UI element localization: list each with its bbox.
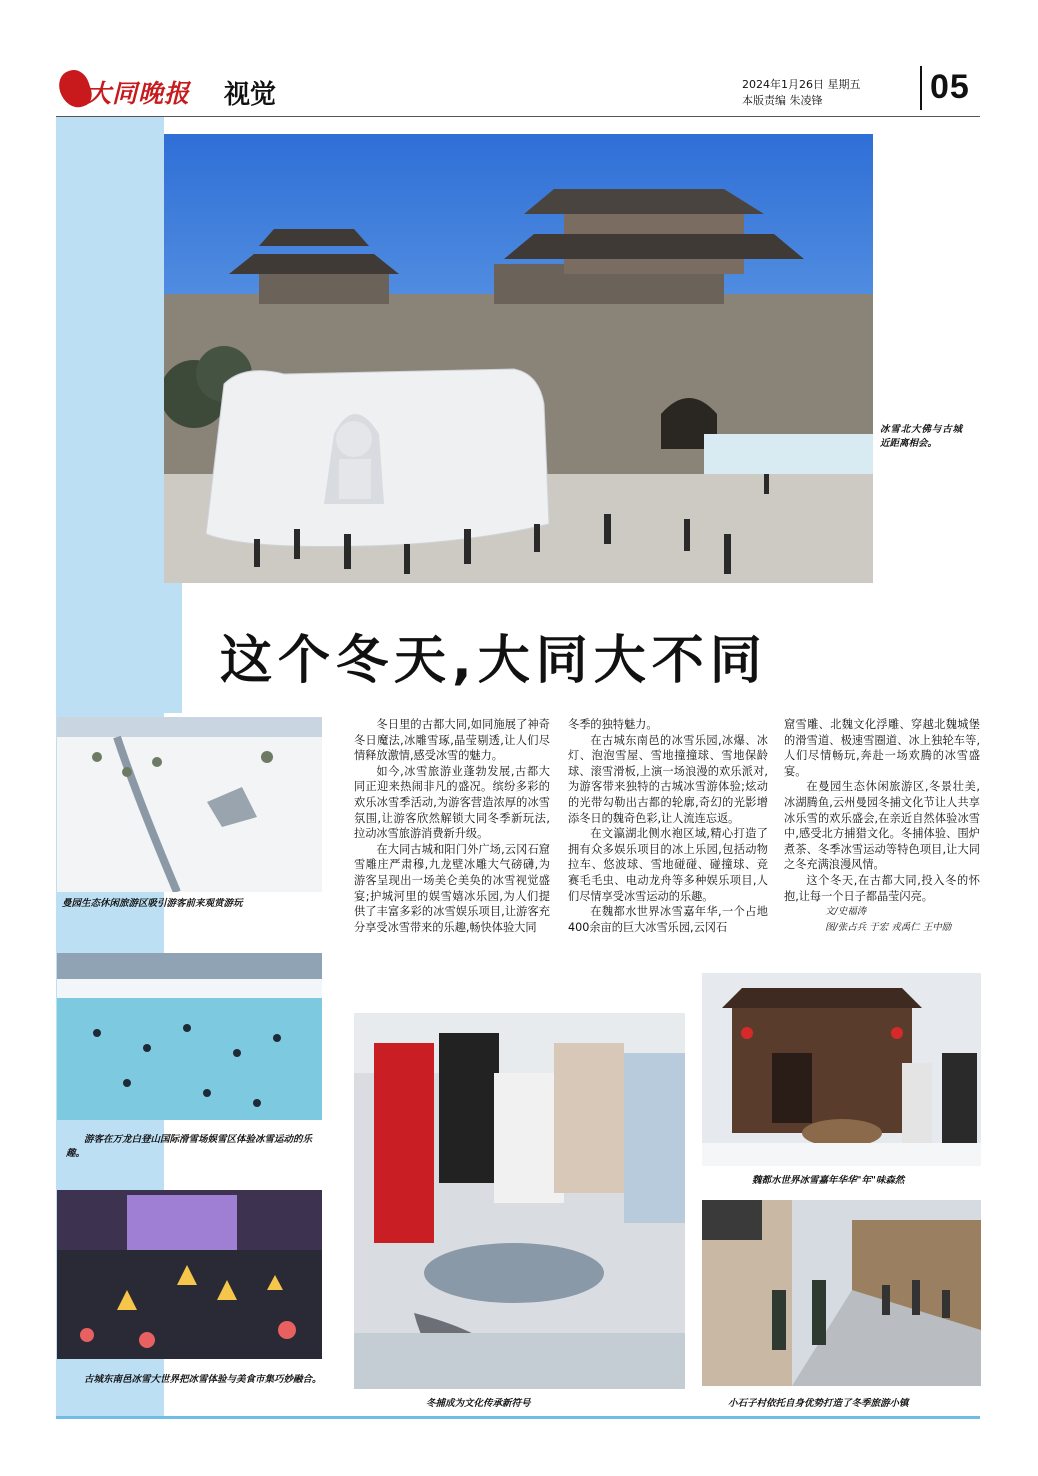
article-paragraph: 在魏都水世界冰雪嘉年华,一个占地400余亩的巨大冰雪乐园,云冈石 [568, 905, 768, 934]
photo-carnival-town [702, 973, 981, 1166]
header-divider [920, 66, 922, 110]
caption-snow-park: 曼园生态休闲旅游区吸引游客前来观赏游玩 [62, 898, 243, 909]
headline: 这个冬天,大同大不同 [220, 631, 768, 691]
article-paragraph: 在曼园生态休闲旅游区,冬景壮美,冰湖腾鱼,云州曼园冬捕文化节让人共享冰乐雪的欢乐盛会,在亲近自然体验冰雪中,感受北方捕猎文化。冬捕体验、围炉煮茶、冬季冰雪运动等特色项目,让大同之冬充满浪漫风情。 [784, 780, 980, 872]
photo-snow-park [57, 717, 322, 892]
photo-night-ice-world [57, 1190, 322, 1359]
bottom-rule [56, 1416, 980, 1419]
caption-ice-rink: 游客在万龙白登山国际滑雪场娱雪区体验冰雪运动的乐趣。 [66, 1134, 313, 1159]
photo-winter-fishing [354, 1013, 685, 1389]
photo-ice-rink [57, 953, 322, 1120]
article-paragraph: 窟雪雕、北魏文化浮雕、穿越北魏城堡的滑雪道、极速雪圈道、冰上独轮车等,人们尽情畅玩,奔赴一场欢腾的冰雪盛宴。 [784, 718, 980, 778]
section-name: 视觉 [224, 80, 277, 110]
article-paragraph: 在古城东南邑的冰雪乐园,冰爆、冰灯、泡泡雪屋、雪地撞撞球、雪地保龄球、滚雪滑板,上演一场浪漫的欢乐派对,为游客带来独特的古城冰雪游体验;炫动的光带勾勒出古都的轮廓,奇幻的光影增添冬日的魏奇色彩,让人流连忘返。 [568, 733, 768, 825]
caption-village-street: 小石子村依托自身优势打造了冬季旅游小镇 [728, 1398, 909, 1409]
article-column-3 [784, 717, 980, 935]
article-paragraph: 这个冬天,在古都大同,投入冬的怀抱,让每一个日子都晶莹闪亮。 [784, 873, 980, 903]
article-paragraph: 冬季的独特魅力。 [568, 718, 658, 731]
caption-hero: 冰雪北大佛与古城近距离相会。 [880, 424, 962, 449]
issue-date: 2024年1月26日 星期五 [742, 78, 861, 91]
caption-carnival-town: 魏都水世界冰雪嘉年华华"年"味森然 [752, 1175, 905, 1186]
article-column-2 [568, 717, 768, 935]
article-column-1 [354, 717, 550, 935]
masthead-logo [60, 66, 191, 114]
byline-photo: 图/张占兵 于宏 戎禹仁 王中励 [825, 921, 952, 933]
headline-blue-band [164, 583, 182, 713]
hero-photo-city-gate [164, 134, 873, 583]
article-paragraph: 在文瀛湖北侧水袍区域,精心打造了拥有众多娱乐项目的冰上乐园,包括动物拉车、悠波球、雪地碰碰、碰撞球、竞赛毛毛虫、电动龙舟等多种娱乐项目,人们尽情享受冰雪运动的乐趣。 [568, 827, 768, 903]
header-rule [56, 116, 980, 117]
masthead-logo-text: 大同晚报 [86, 79, 191, 108]
byline-text: 文/史福涛 [825, 906, 867, 918]
article-paragraph: 在大同古城和阳门外广场,云冈石窟雪雕庄严肃穆,九龙壁冰雕大气磅礴,为游客呈现出一场美仑美奂的冰雪视觉盛宴;护城河里的娱雪嬉冰乐园,为人们提供了丰富多彩的冰雪娱乐项目,让游客充分享受冰雪带来的乐趣,畅快体验大同 [354, 842, 550, 934]
article-paragraph: 如今,冰雪旅游业蓬勃发展,古都大同正迎来热闹非凡的盛况。缤纷多彩的欢乐冰雪季活动,为游客营造浓厚的冰雪氛围,让游客欣然解锁大同冬季新玩法,拉动冰雪旅游消费新升级。 [354, 764, 550, 841]
caption-night-ice-world: 古城东南邑冰雪大世界把冰雪体验与美食市集巧妙融合。 [84, 1374, 322, 1385]
page-number: 05 [930, 68, 970, 106]
photo-village-street [702, 1200, 981, 1386]
caption-winter-fishing: 冬捕成为文化传承新符号 [426, 1398, 531, 1409]
page-editor: 本版责编 朱凌锋 [742, 94, 823, 107]
article-paragraph: 冬日里的古都大同,如同施展了神奇冬日魔法,冰雕雪琢,晶莹剔透,让人们尽情释放激情,感受冰雪的魅力。 [354, 718, 550, 763]
